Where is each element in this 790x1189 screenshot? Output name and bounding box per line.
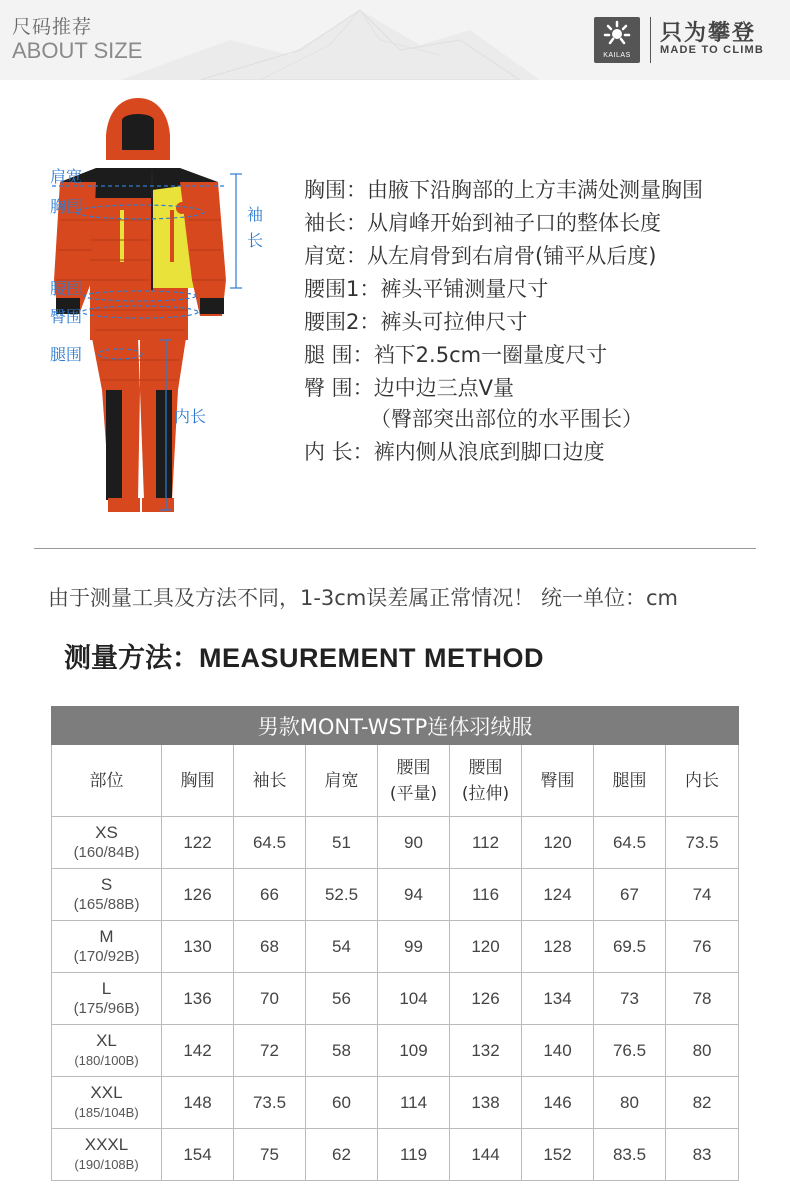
table-cell: 56 bbox=[306, 973, 378, 1025]
section-divider bbox=[34, 548, 756, 549]
size-spec: (190/108B) bbox=[74, 1156, 139, 1172]
measurement-tolerance-note: 由于测量工具及方法不同，1-3cm误差属正常情况！ 统一单位：cm bbox=[48, 586, 678, 610]
table-cell: 73.5 bbox=[234, 1077, 306, 1129]
page-header bbox=[0, 0, 790, 80]
table-cell: 122 bbox=[162, 817, 234, 869]
size-spec: (170/92B) bbox=[73, 947, 140, 965]
table-cell: 69.5 bbox=[594, 921, 666, 973]
hip-label: 臀围 bbox=[50, 307, 83, 326]
table-row bbox=[52, 973, 739, 1025]
definition-text: （臀部突出部位的水平围长） bbox=[370, 407, 643, 431]
size-cell bbox=[52, 921, 162, 973]
table-header-row bbox=[52, 745, 739, 817]
size-spec: (185/104B) bbox=[74, 1104, 139, 1120]
definition-text: 裆下2.5cm一圈量度尺寸 bbox=[373, 343, 608, 367]
table-title: 男款MONT-WSTP连体羽绒服 bbox=[52, 707, 739, 745]
definition-item bbox=[304, 436, 605, 466]
table-cell: 128 bbox=[522, 921, 594, 973]
chest-label: 胸围 bbox=[50, 197, 83, 216]
table-cell: 80 bbox=[666, 1025, 739, 1077]
table-cell: 82 bbox=[666, 1077, 739, 1129]
size-spec: (180/100B) bbox=[74, 1052, 139, 1068]
table-row bbox=[52, 1129, 739, 1181]
shoulder-width-label: 肩宽 bbox=[50, 167, 83, 186]
definition-item bbox=[304, 174, 703, 204]
table-cell: 62 bbox=[306, 1129, 378, 1181]
definition-item bbox=[304, 240, 656, 270]
column-header: 腰围 (拉伸) bbox=[450, 745, 522, 817]
section-title-cn: 尺码推荐 bbox=[12, 16, 93, 38]
table-cell: 144 bbox=[450, 1129, 522, 1181]
table-cell: 126 bbox=[450, 973, 522, 1025]
brand-name: KAILAS bbox=[603, 52, 631, 59]
definition-text: 由腋下沿胸部的上方丰满处测量胸围 bbox=[367, 178, 703, 202]
table-cell: 146 bbox=[522, 1077, 594, 1129]
table-row bbox=[52, 1077, 739, 1129]
definition-item bbox=[304, 273, 548, 303]
size-cell bbox=[52, 1025, 162, 1077]
definition-label: 腰围2： bbox=[304, 310, 381, 334]
definition-label: 内 长： bbox=[304, 440, 374, 464]
definition-item bbox=[304, 306, 527, 336]
table-cell: 142 bbox=[162, 1025, 234, 1077]
size-name: XL bbox=[96, 1030, 117, 1050]
table-cell: 54 bbox=[306, 921, 378, 973]
definition-text: 裤头平铺测量尺寸 bbox=[380, 277, 549, 301]
table-cell: 64.5 bbox=[234, 817, 306, 869]
kailas-logo-icon bbox=[594, 17, 640, 51]
definition-text: 从肩峰开始到袖子口的整体长度 bbox=[367, 211, 661, 235]
table-cell: 64.5 bbox=[594, 817, 666, 869]
table-cell: 104 bbox=[378, 973, 450, 1025]
definition-label: 腿 围： bbox=[304, 343, 374, 367]
table-cell: 154 bbox=[162, 1129, 234, 1181]
size-cell bbox=[52, 817, 162, 869]
size-cell bbox=[52, 1129, 162, 1181]
column-header: 腿围 bbox=[594, 745, 666, 817]
definition-label: 臀 围： bbox=[304, 376, 374, 400]
definition-item bbox=[304, 339, 607, 369]
table-cell: 109 bbox=[378, 1025, 450, 1077]
brand-slogan-cn: 只为攀登 bbox=[660, 21, 757, 46]
table-cell: 51 bbox=[306, 817, 378, 869]
size-spec: (175/96B) bbox=[73, 999, 140, 1017]
thigh-label: 腿围 bbox=[50, 345, 83, 364]
definition-label: 袖长： bbox=[304, 211, 367, 235]
table-cell: 70 bbox=[234, 973, 306, 1025]
column-header: 胸围 bbox=[162, 745, 234, 817]
table-cell: 119 bbox=[378, 1129, 450, 1181]
definition-text: 裤内侧从浪底到脚口边度 bbox=[373, 440, 605, 464]
size-name: XS bbox=[95, 822, 118, 842]
table-cell: 99 bbox=[378, 921, 450, 973]
brand-logo bbox=[594, 17, 640, 63]
definition-item bbox=[304, 207, 661, 237]
table-cell: 116 bbox=[450, 869, 522, 921]
definition-text: 从左肩骨到右肩骨(铺平从后度) bbox=[367, 244, 657, 268]
sleeve-length-label-2: 长 bbox=[247, 231, 264, 250]
table-cell: 67 bbox=[594, 869, 666, 921]
table-row bbox=[52, 921, 739, 973]
table-cell: 72 bbox=[234, 1025, 306, 1077]
method-title-en: MEASUREMENT METHOD bbox=[199, 643, 544, 673]
size-name: S bbox=[100, 874, 113, 894]
table-cell: 58 bbox=[306, 1025, 378, 1077]
table-cell: 90 bbox=[378, 817, 450, 869]
table-cell: 136 bbox=[162, 973, 234, 1025]
product-measurement-figure bbox=[40, 90, 264, 520]
table-cell: 83 bbox=[666, 1129, 739, 1181]
table-cell: 94 bbox=[378, 869, 450, 921]
inseam-label: 内长 bbox=[174, 407, 207, 426]
table-cell: 120 bbox=[522, 817, 594, 869]
size-cell bbox=[52, 973, 162, 1025]
table-cell: 75 bbox=[234, 1129, 306, 1181]
size-name: XXL bbox=[90, 1082, 123, 1102]
column-header: 肩宽 bbox=[306, 745, 378, 817]
table-row bbox=[52, 1025, 739, 1077]
sleeve-length-label-1: 袖 bbox=[247, 205, 264, 224]
table-cell: 140 bbox=[522, 1025, 594, 1077]
method-title-cn: 测量方法： bbox=[64, 643, 199, 674]
column-header: 腰围 (平量) bbox=[378, 745, 450, 817]
table-cell: 138 bbox=[450, 1077, 522, 1129]
column-header: 部位 bbox=[52, 745, 162, 817]
column-header: 臀围 bbox=[522, 745, 594, 817]
table-row bbox=[52, 869, 739, 921]
size-name: L bbox=[101, 978, 112, 998]
table-cell: 130 bbox=[162, 921, 234, 973]
table-cell: 73.5 bbox=[666, 817, 739, 869]
section-title-en: ABOUT SIZE bbox=[12, 38, 143, 63]
size-chart-table bbox=[51, 706, 739, 1181]
column-header: 袖长 bbox=[234, 745, 306, 817]
table-cell: 134 bbox=[522, 973, 594, 1025]
brand-slogan-en: MADE TO CLIMB bbox=[660, 44, 765, 56]
table-cell: 74 bbox=[666, 869, 739, 921]
table-title-row bbox=[52, 707, 739, 745]
definition-text: 边中边三点V量 bbox=[373, 376, 515, 400]
table-cell: 52.5 bbox=[306, 869, 378, 921]
table-cell: 132 bbox=[450, 1025, 522, 1077]
size-name: M bbox=[99, 926, 114, 946]
table-cell: 114 bbox=[378, 1077, 450, 1129]
definition-label: 腰围1： bbox=[304, 277, 381, 301]
definition-item bbox=[304, 372, 514, 402]
table-cell: 60 bbox=[306, 1077, 378, 1129]
size-spec: (165/88B) bbox=[73, 895, 140, 913]
table-cell: 148 bbox=[162, 1077, 234, 1129]
definition-label: 胸围： bbox=[304, 178, 367, 202]
table-cell: 76.5 bbox=[594, 1025, 666, 1077]
definition-text: 裤头可拉伸尺寸 bbox=[380, 310, 528, 334]
table-cell: 124 bbox=[522, 869, 594, 921]
table-cell: 76 bbox=[666, 921, 739, 973]
table-cell: 66 bbox=[234, 869, 306, 921]
table-cell: 152 bbox=[522, 1129, 594, 1181]
brand-divider bbox=[650, 17, 651, 63]
definition-label: 肩宽： bbox=[304, 244, 367, 268]
table-row bbox=[52, 817, 739, 869]
waist-label: 腰围 bbox=[50, 279, 83, 298]
table-cell: 80 bbox=[594, 1077, 666, 1129]
table-cell: 120 bbox=[450, 921, 522, 973]
measurement-method-heading bbox=[64, 636, 544, 675]
size-name: XXXL bbox=[84, 1134, 129, 1154]
table-cell: 112 bbox=[450, 817, 522, 869]
table-cell: 78 bbox=[666, 973, 739, 1025]
size-rows bbox=[52, 817, 739, 1181]
size-cell bbox=[52, 869, 162, 921]
table-cell: 83.5 bbox=[594, 1129, 666, 1181]
table-cell: 68 bbox=[234, 921, 306, 973]
table-cell: 126 bbox=[162, 869, 234, 921]
definition-item-continued bbox=[370, 403, 643, 433]
size-spec: (160/84B) bbox=[73, 843, 140, 861]
column-header: 内长 bbox=[666, 745, 739, 817]
size-cell bbox=[52, 1077, 162, 1129]
table-cell: 73 bbox=[594, 973, 666, 1025]
